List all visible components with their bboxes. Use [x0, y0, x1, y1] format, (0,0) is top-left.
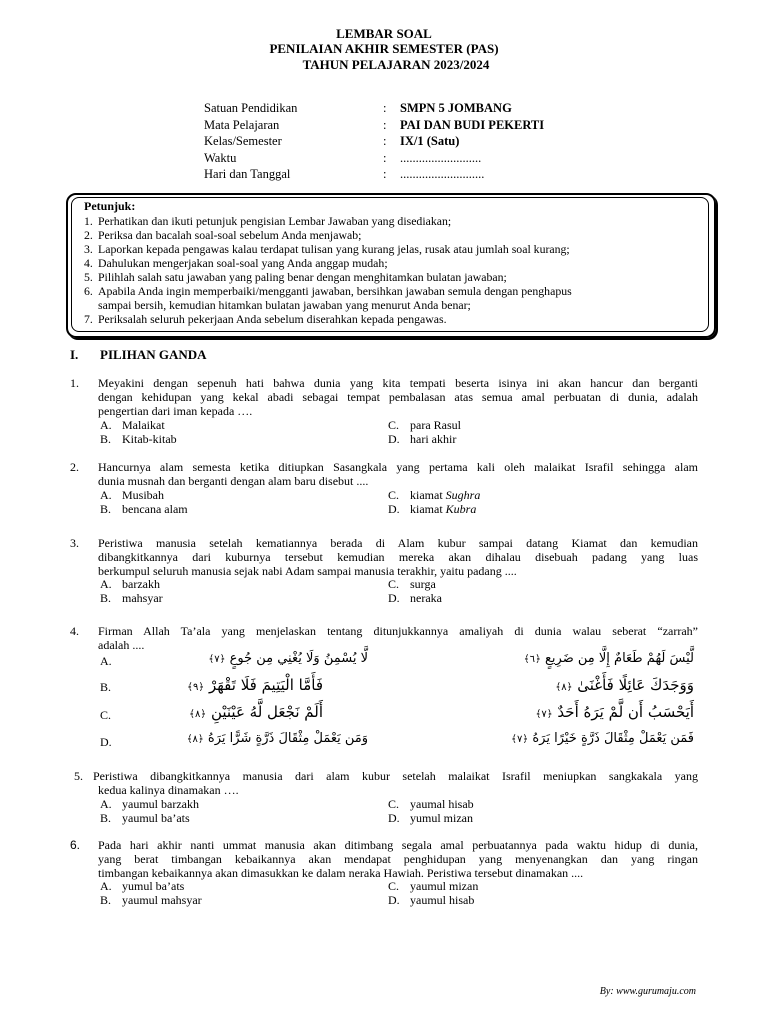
- meta-colon: :: [383, 134, 387, 148]
- option-c[interactable]: C. yaumul mizan: [388, 879, 479, 893]
- arabic-ayah-left: أَلَمْ نَجْعَل لَّهُ عَيْنَيْنِ ﴿٨﴾: [189, 703, 323, 721]
- question-text: timbangan kebaikannya akan dimasukkan ke dalam neraka Hawiah. Peristiwa tersebut dinamakan ....: [98, 866, 584, 880]
- section-heading: [70, 347, 207, 363]
- question-text: pengertian dari iman kepada ….: [98, 404, 253, 418]
- option-b[interactable]: B. yaumul mahsyar: [100, 893, 202, 907]
- option-d[interactable]: D.: [100, 735, 112, 749]
- question-number: 1.: [70, 376, 79, 390]
- section-title: PILIHAN GANDA: [100, 347, 207, 362]
- footer-credit: By: www.gurumaju.com: [599, 986, 696, 997]
- arabic-ayah-left: وَمَن يَعْمَلْ مِثْقَالَ ذَرَّةٍ شَرًّا يَرَهُ ﴿٨﴾: [186, 731, 368, 746]
- instruction-item-continuation: sampai bersih, kemudian hitamkan bulatan jawaban yang menurut Anda benar;: [98, 298, 471, 312]
- arabic-ayah-right: لَّيْسَ لَهُمْ طَعَامٌ إِلَّا مِن ضَرِيعٍ ﴿٦﴾: [523, 651, 694, 666]
- option-b[interactable]: B. Kitab-kitab: [100, 432, 177, 446]
- question-text: dunia musnah dan berganti dengan alam baru disebut ....: [98, 474, 369, 488]
- question-text: Meyakini dengan sepenuh hati bahwa dunia yang kita tempati beserta isinya ini akan hancur dan berganti: [98, 376, 698, 390]
- question-text: Pada hari akhir nanti ummat manusia akan ditimbang segala amal perbuatannya pada waktu hidup di dunia,: [98, 838, 698, 852]
- question-text: Peristiwa dibangkitkannya manusia dari alam kubur setelah malaikat Israfil meniupkan sangkakala yang: [93, 769, 698, 783]
- option-d[interactable]: D. yaumul hisab: [388, 893, 475, 907]
- meta-label: Satuan Pendidikan: [204, 101, 298, 115]
- section-number: I.: [70, 347, 79, 362]
- option-b[interactable]: B. bencana alam: [100, 502, 188, 516]
- option-d[interactable]: D. neraka: [388, 591, 442, 605]
- question-text: adalah ....: [98, 638, 145, 652]
- doc-year: TAHUN PELAJARAN 2023/2024: [302, 57, 490, 72]
- meta-label: Mata Pelajaran: [204, 118, 280, 132]
- meta-colon: :: [383, 101, 387, 115]
- question-text: Peristiwa manusia setelah kematiannya berada di Alam kubur sampai datang Kiamat dan kemudian: [98, 536, 698, 550]
- instruction-item: 6. Apabila Anda ingin memperbaiki/mengganti jawaban, bersihkan jawaban semula dengan penghapus: [84, 284, 572, 298]
- option-a[interactable]: A. yaumul barzakh: [100, 797, 199, 811]
- meta-label: Waktu: [204, 151, 237, 165]
- option-d[interactable]: D. yumul mizan: [388, 811, 473, 825]
- question-text: dengan kehidupan yang kekal abadi sebagai tempat pembalasan atas semua amal perbuatan di dunia, adalah: [98, 390, 698, 404]
- instruction-item: 7. Periksalah seluruh pekerjaan Anda sebelum diserahkan kepada pengawas.: [84, 312, 447, 326]
- option-b[interactable]: B. mahsyar: [100, 591, 163, 605]
- option-d[interactable]: D. hari akhir: [388, 432, 457, 446]
- question-text: berkumpul seluruh manusia sejak nabi Adam sampai manusia terakhir, yaitu padang ....: [98, 564, 517, 578]
- meta-colon: :: [383, 151, 387, 165]
- meta-value-date: ...........................: [400, 167, 485, 181]
- meta-value-school: SMPN 5 JOMBANG: [400, 101, 512, 115]
- instruction-item: 4. Dahulukan mengerjakan soal-soal yang Anda anggap mudah;: [84, 256, 388, 270]
- option-c[interactable]: C. kiamat Sughra: [388, 488, 481, 502]
- option-a[interactable]: A.: [100, 654, 112, 668]
- question-number: 6.: [70, 838, 81, 852]
- option-d[interactable]: D. kiamat Kubra: [388, 502, 477, 516]
- meta-value-class: IX/1 (Satu): [400, 134, 460, 148]
- arabic-ayah-left: فَأَمَّا الْيَتِيمَ فَلَا تَقْهَرْ ﴿٩﴾: [187, 676, 323, 694]
- option-c[interactable]: C. surga: [388, 577, 436, 591]
- arabic-ayah-right: وَوَجَدَكَ عَائِلًا فَأَغْنَىٰ ﴿٨﴾: [555, 676, 694, 694]
- meta-colon: :: [383, 167, 387, 181]
- question-number: 3.: [70, 536, 79, 550]
- question-text: dibangkitkannya dari kuburnya tersebut kemudian mereka akan dihalau disebuah padang yang luas: [98, 550, 698, 564]
- option-c[interactable]: C. yaumal hisab: [388, 797, 474, 811]
- option-a[interactable]: A. Musibah: [100, 488, 164, 502]
- question-number: 5.: [74, 769, 83, 783]
- instruction-item: 2. Periksa dan bacalah soal-soal sebelum Anda menjawab;: [84, 228, 362, 242]
- option-b[interactable]: B. yaumul ba’ats: [100, 811, 190, 825]
- question-text: Firman Allah Ta’ala yang menjelaskan tentang ditunjukkannya amaliyah di dunia walau seberat “zarrah”: [98, 624, 698, 638]
- meta-value-time: ..........................: [400, 151, 482, 165]
- question-number: 4.: [70, 624, 79, 638]
- question-text: yang berat timbangan kebaikannya akan mendapat penghidupan yang menyenangkan dan yang ringan: [98, 852, 698, 866]
- option-a[interactable]: A. barzakh: [100, 577, 160, 591]
- option-c[interactable]: C. para Rasul: [388, 418, 461, 432]
- question-text: kedua kalinya dinamakan ….: [98, 783, 239, 797]
- instruction-item: 1. Perhatikan dan ikuti petunjuk pengisian Lembar Jawaban yang disediakan;: [84, 214, 452, 228]
- option-a[interactable]: A. Malaikat: [100, 418, 165, 432]
- question-number: 2.: [70, 460, 79, 474]
- meta-colon: :: [383, 118, 387, 132]
- instruction-item: 3. Laporkan kepada pengawas kalau terdapat tulisan yang kurang jelas, rusak atau jumlah soal kurang;: [84, 242, 570, 256]
- doc-subtitle: PENILAIAN AKHIR SEMESTER (PAS): [269, 41, 499, 56]
- question-text: Hancurnya alam semesta ketika ditiupkan Sasangkala yang pertama kali oleh malaikat Israfil sehingga alam: [98, 460, 698, 474]
- meta-label: Kelas/Semester: [204, 134, 282, 148]
- arabic-ayah-right: أَيَحْسَبُ أَن لَّمْ يَرَهُ أَحَدٌ ﴿٧﴾: [535, 703, 694, 721]
- arabic-ayah-right: فَمَن يَعْمَلْ مِثْقَالَ ذَرَّةٍ خَيْرًا يَرَهُ ﴿٧﴾: [511, 731, 694, 746]
- meta-value-subject: PAI DAN BUDI PEKERTI: [400, 118, 545, 132]
- option-b[interactable]: B.: [100, 680, 112, 694]
- option-a[interactable]: A. yumul ba’ats: [100, 879, 185, 893]
- doc-title: LEMBAR SOAL: [336, 26, 432, 41]
- instruction-item: 5. Pilihlah salah satu jawaban yang paling benar dengan menghitamkan bulatan jawaban;: [84, 270, 507, 284]
- arabic-ayah-left: لَّا يُسْمِنُ وَلَا يُغْنِي مِن جُوعٍ ﴿٧﴾: [208, 651, 368, 666]
- instructions-title: Petunjuk:: [84, 199, 136, 213]
- option-c[interactable]: C.: [100, 708, 112, 722]
- meta-label: Hari dan Tanggal: [204, 167, 291, 181]
